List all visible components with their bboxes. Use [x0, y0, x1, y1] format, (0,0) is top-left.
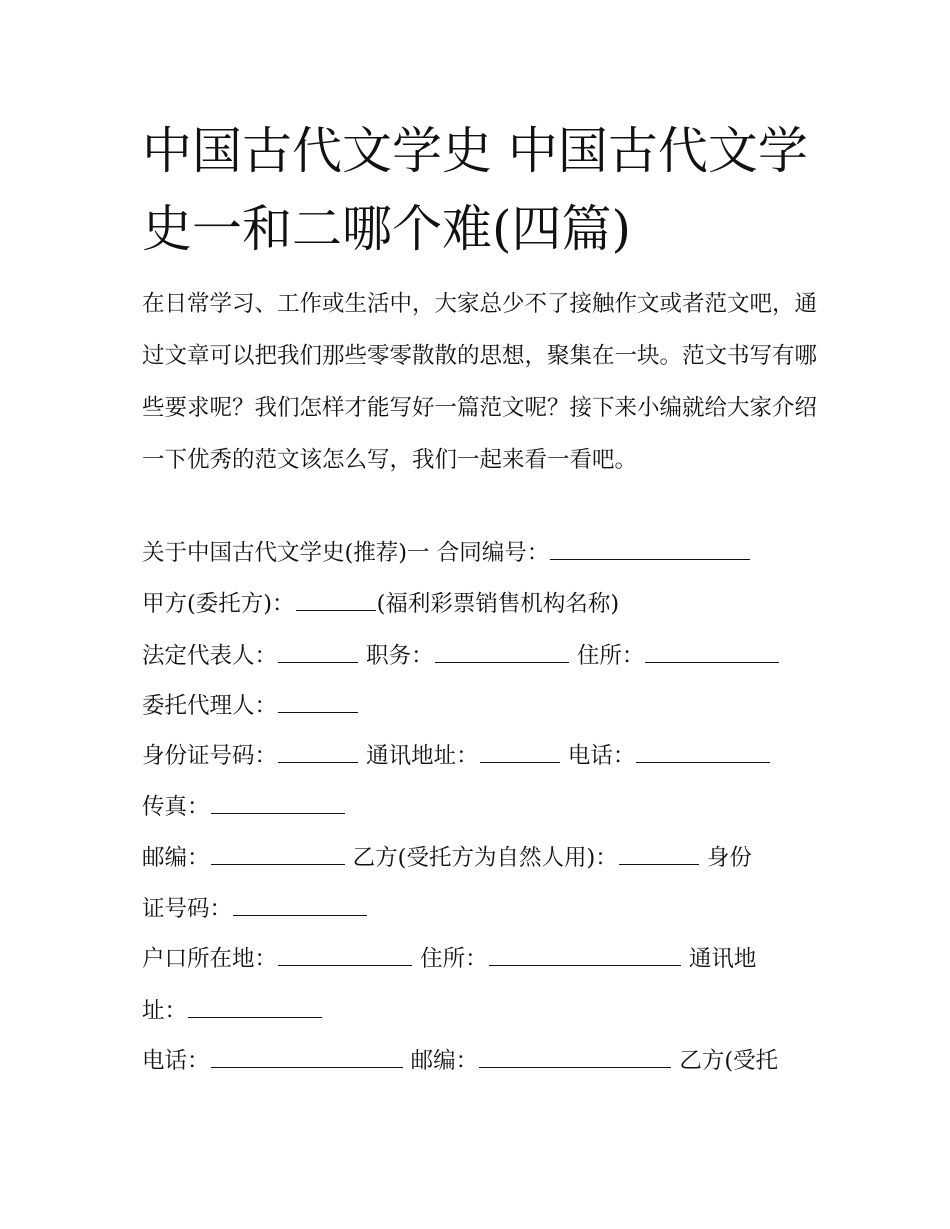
mailing-address-blank: [480, 742, 560, 763]
party-a-note: (福利彩票销售机构名称): [376, 591, 620, 617]
party-b-phone-label: 电话：: [142, 1048, 210, 1074]
party-b-residence-label: 住所：: [413, 946, 488, 972]
legal-rep-line: [142, 640, 822, 672]
party-b-address-blank: [188, 997, 322, 1018]
postcode-blank: [211, 844, 345, 865]
household-line: [142, 943, 822, 975]
id-number-blank: [278, 742, 358, 763]
party-b-id-line: [142, 893, 822, 925]
fax-blank: [211, 793, 345, 814]
intro-paragraph: 在日常学习、工作或生活中，大家总少不了接触作文或者范文吧，通过文章可以把我们那些零零散散的思想，聚集在一块。范文书写有哪些要求呢？我们怎样才能写好一篇范文呢？接下来小编就给大家介绍一下优秀的范文该怎么写，我们一起来看一看吧。: [142, 291, 818, 473]
party-b2-label-start: 乙方(受托: [672, 1048, 779, 1074]
party-b-label: 乙方(受托方为自然人用)：: [345, 845, 618, 871]
party-b-residence-blank: [489, 945, 681, 966]
id-number-line: [142, 740, 822, 772]
id-number-label: 身份证号码：: [142, 743, 278, 769]
party-b-phone-line: [142, 1045, 822, 1077]
phone-blank: [636, 742, 770, 763]
contract-number-blank: [550, 539, 750, 560]
postcode-label: 邮编：: [142, 845, 210, 871]
party-a-blank: [296, 590, 376, 611]
party-b-address-label-end: 址：: [142, 998, 188, 1024]
document-title: 中国古代文学史 中国古代文学史一和二哪个难(四篇): [142, 122, 808, 258]
agent-blank: [278, 692, 358, 713]
party-b-postcode-label: 邮编：: [403, 1048, 479, 1074]
position-blank: [435, 642, 569, 663]
legal-rep-blank: [278, 642, 358, 663]
postcode-line: [142, 842, 822, 874]
party-b-phone-blank: [211, 1047, 403, 1068]
agent-label: 委托代理人：: [142, 693, 278, 719]
phone-label: 电话：: [560, 743, 636, 769]
party-a-line: [142, 588, 822, 620]
party-b-id-blank: [233, 895, 367, 916]
fax-line: [142, 791, 822, 823]
fax-label: 传真：: [142, 794, 210, 820]
agent-line: [142, 690, 822, 722]
position-label: 职务：: [359, 643, 434, 669]
party-b-address-label-start: 通讯地: [681, 946, 757, 972]
party-a-label: 甲方(委托方)：: [142, 591, 295, 617]
legal-rep-label: 法定代表人：: [142, 643, 278, 669]
contract-number-label: 关于中国古代文学史(推荐)一 合同编号：: [142, 540, 550, 566]
household-blank: [278, 945, 412, 966]
party-b-postcode-blank: [479, 1047, 671, 1068]
household-label: 户口所在地：: [142, 946, 278, 972]
residence-label: 住所：: [569, 643, 645, 669]
mailing-address-label: 通讯地址：: [359, 743, 479, 769]
party-b-id-label-start: 身份: [699, 845, 752, 871]
party-b-blank: [619, 844, 699, 865]
party-b-id-label-end: 证号码：: [142, 896, 233, 922]
party-b-address-line: [142, 995, 822, 1027]
residence-blank: [645, 642, 779, 663]
contract-number-line: [142, 537, 822, 569]
